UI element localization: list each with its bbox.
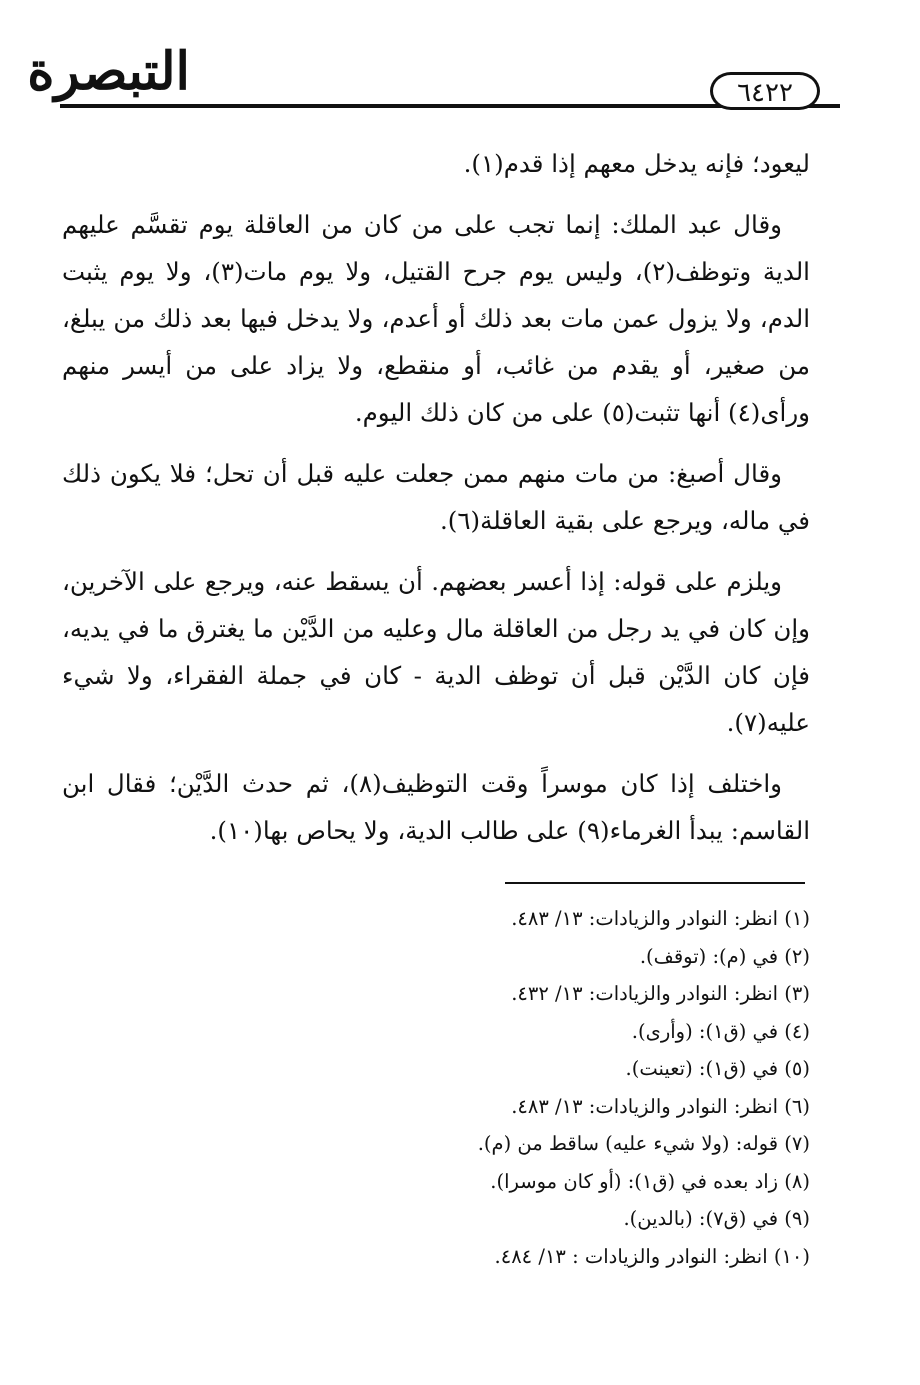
footnote-separator xyxy=(505,882,805,884)
footnotes xyxy=(62,900,810,1275)
footnote: (٦) انظر: النوادر والزيادات: ١٣/ ٤٨٣. xyxy=(511,1094,810,1118)
paragraph: وقال أصبغ: من مات منهم ممن جعلت عليه قبل أن تحل؛ فلا يكون ذلك في ماله، ويرجع على بقية العاقلة(٦). xyxy=(62,459,810,535)
footnote: (٩) في (ق٧): (بالدين). xyxy=(623,1207,810,1230)
paragraph: ويلزم على قوله: إذا أعسر بعضهم. أن يسقط عنه، ويرجع على الآخرين، وإن كان في يد رجل من العاقلة مال وعليه من الدَّيْن ما يغترق ما في يديه، فإن كان الدَّيْن قبل أن توظف الدية - كان في جملة الفقراء، ولا شيء عليه(٧). xyxy=(62,567,810,737)
paragraph: واختلف إذا كان موسراً وقت التوظيف(٨)، ثم حدث الدَّيْن؛ فقال ابن القاسم: يبدأ الغرماء(٩) على طالب الدية، ولا يحاص بها(١٠). xyxy=(62,769,810,845)
paragraph: وقال عبد الملك: إنما تجب على من كان من العاقلة يوم تقسَّم عليهم الدية وتوظف(٢)، وليس يوم جرح القتيل، ولا يوم مات(٣)، ولا يوم يثبت الدم، ولا يزول عمن مات بعد ذلك أو أعدم، ولا يدخل فيها بعد ذلك من يبلغ، من صغير، أو يقدم من غائب، أو منقطع، ولا يزاد على من أيسر منهم ورأى(٤) أنها تثبت(٥) على من كان ذلك اليوم. xyxy=(62,210,810,427)
footnote: (٨) زاد بعده في (ق١): (أو كان موسرا). xyxy=(490,1169,810,1193)
footnote: (٢) في (م): (توقف). xyxy=(639,944,810,968)
paragraph: ليعود؛ فإنه يدخل معهم إذا قدم(١). xyxy=(463,149,810,178)
footnote: (٥) في (ق١): (تعينت). xyxy=(625,1057,810,1080)
main-text xyxy=(62,140,810,868)
page-number-badge: ٦٤٢٢ xyxy=(710,72,820,110)
footnote: (٣) انظر: النوادر والزيادات: ١٣/ ٤٣٢. xyxy=(511,982,810,1005)
footnote: (٤) في (ق١): (وأرى). xyxy=(631,1019,810,1043)
footnote: (١٠) انظر: النوادر والزيادات : ١٣/ ٤٨٤. xyxy=(494,1244,810,1268)
footnote: (٧) قوله: (ولا شيء عليه) ساقط من (م). xyxy=(477,1132,810,1155)
book-title-logo: التبصرة xyxy=(27,41,190,102)
page-header xyxy=(0,0,920,140)
footnote: (١) انظر: النوادر والزيادات: ١٣/ ٤٨٣. xyxy=(511,907,810,930)
